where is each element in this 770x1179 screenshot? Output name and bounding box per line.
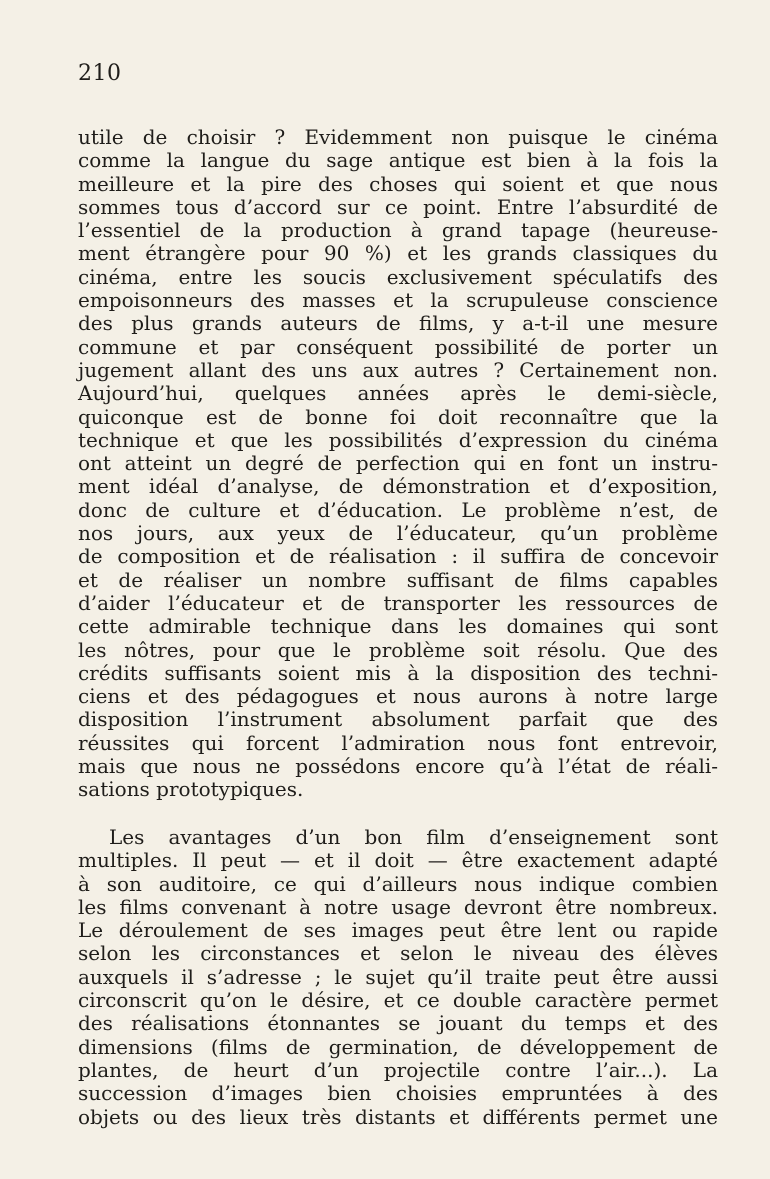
- text-line: crédits suffisants soient mis à la disposition des techni-: [78, 660, 718, 685]
- text-line: et de réaliser un nombre suffisant de films capables: [78, 567, 718, 592]
- text-line: ont atteint un degré de perfection qui en font un instru-: [78, 451, 718, 476]
- text-line: technique et que les possibilités d’expression du cinéma: [78, 427, 718, 452]
- text-line: meilleure et la pire des choses qui soient et que nous: [78, 171, 718, 196]
- text-line: commune et par conséquent possibilité de porter un: [78, 334, 718, 359]
- text-line: jugement allant des uns aux autres ? Certainement non.: [78, 357, 718, 382]
- text-line: Les avantages d’un bon film d’enseignement sont: [109, 825, 718, 849]
- text-line: multiples. Il peut — et il doit — être exactement adapté: [78, 848, 718, 873]
- text-line: Aujourd’hui, quelques années après le demi-siècle,: [78, 381, 718, 406]
- text-line: auxquels il s’adresse ; le sujet qu’il traite peut être aussi: [78, 964, 718, 989]
- text-line: disposition l’instrument absolument parfait que des: [78, 707, 718, 732]
- text-line: les nôtres, pour que le problème soit résolu. Que des: [78, 637, 718, 662]
- paragraph-2: [78, 826, 718, 1129]
- text-line: cinéma, entre les soucis exclusivement spéculatifs des: [78, 264, 718, 289]
- text-line: selon les circonstances et selon le niveau des élèves: [78, 941, 718, 966]
- text-line: sations prototypiques.: [78, 777, 304, 802]
- text-line: des plus grands auteurs de films, y a-t-il une mesure: [78, 311, 718, 336]
- text-line: ment étrangère pour 90 %) et les grands classiques du: [78, 241, 718, 266]
- text-line: cette admirable technique dans les domaines qui sont: [78, 614, 718, 639]
- text-line: donc de culture et d’éducation. Le problème n’est, de: [78, 497, 718, 522]
- paragraph-1: [78, 126, 718, 802]
- text-line: dimensions (films de germination, de développement de: [78, 1034, 718, 1059]
- text-line: de composition et de réalisation : il suffira de concevoir: [78, 544, 718, 569]
- text-line: circonscrit qu’on le désire, et ce double caractère permet: [78, 988, 718, 1013]
- page-number: 210: [78, 61, 122, 86]
- text-line: objets ou des lieux très distants et différents permet une: [78, 1104, 718, 1129]
- text-line: comme la langue du sage antique est bien à la fois la: [78, 148, 718, 173]
- text-line: quiconque est de bonne foi doit reconnaître que la: [78, 404, 718, 429]
- text-line: utile de choisir ? Evidemment non puisque le cinéma: [78, 125, 718, 149]
- text-line: ciens et des pédagogues et nous aurons à notre large: [78, 684, 718, 709]
- text-line: sommes tous d’accord sur ce point. Entre l’absurdité de: [78, 194, 718, 219]
- text-line: mais que nous ne possédons encore qu’à l’état de réali-: [78, 754, 718, 779]
- text-line: succession d’images bien choisies empruntées à des: [78, 1081, 718, 1106]
- text-line: ment idéal d’analyse, de démonstration et d’exposition,: [78, 474, 718, 499]
- text-line: plantes, de heurt d’un projectile contre l’air...). La: [78, 1057, 718, 1082]
- text-line: nos jours, aux yeux de l’éducateur, qu’un problème: [78, 521, 718, 546]
- text-line: empoisonneurs des masses et la scrupuleuse conscience: [78, 288, 718, 313]
- text-line: les films convenant à notre usage devront être nombreux.: [78, 894, 718, 919]
- text-line: l’essentiel de la production à grand tapage (heureuse-: [78, 218, 718, 243]
- text-line: réussites qui forcent l’admiration nous font entrevoir,: [78, 730, 718, 755]
- text-line: d’aider l’éducateur et de transporter les ressources de: [78, 590, 718, 615]
- text-line: Le déroulement de ses images peut être lent ou rapide: [78, 918, 718, 943]
- text-line: à son auditoire, ce qui d’ailleurs nous indique combien: [78, 871, 718, 896]
- text-line: des réalisations étonnantes se jouant du temps et des: [78, 1011, 718, 1036]
